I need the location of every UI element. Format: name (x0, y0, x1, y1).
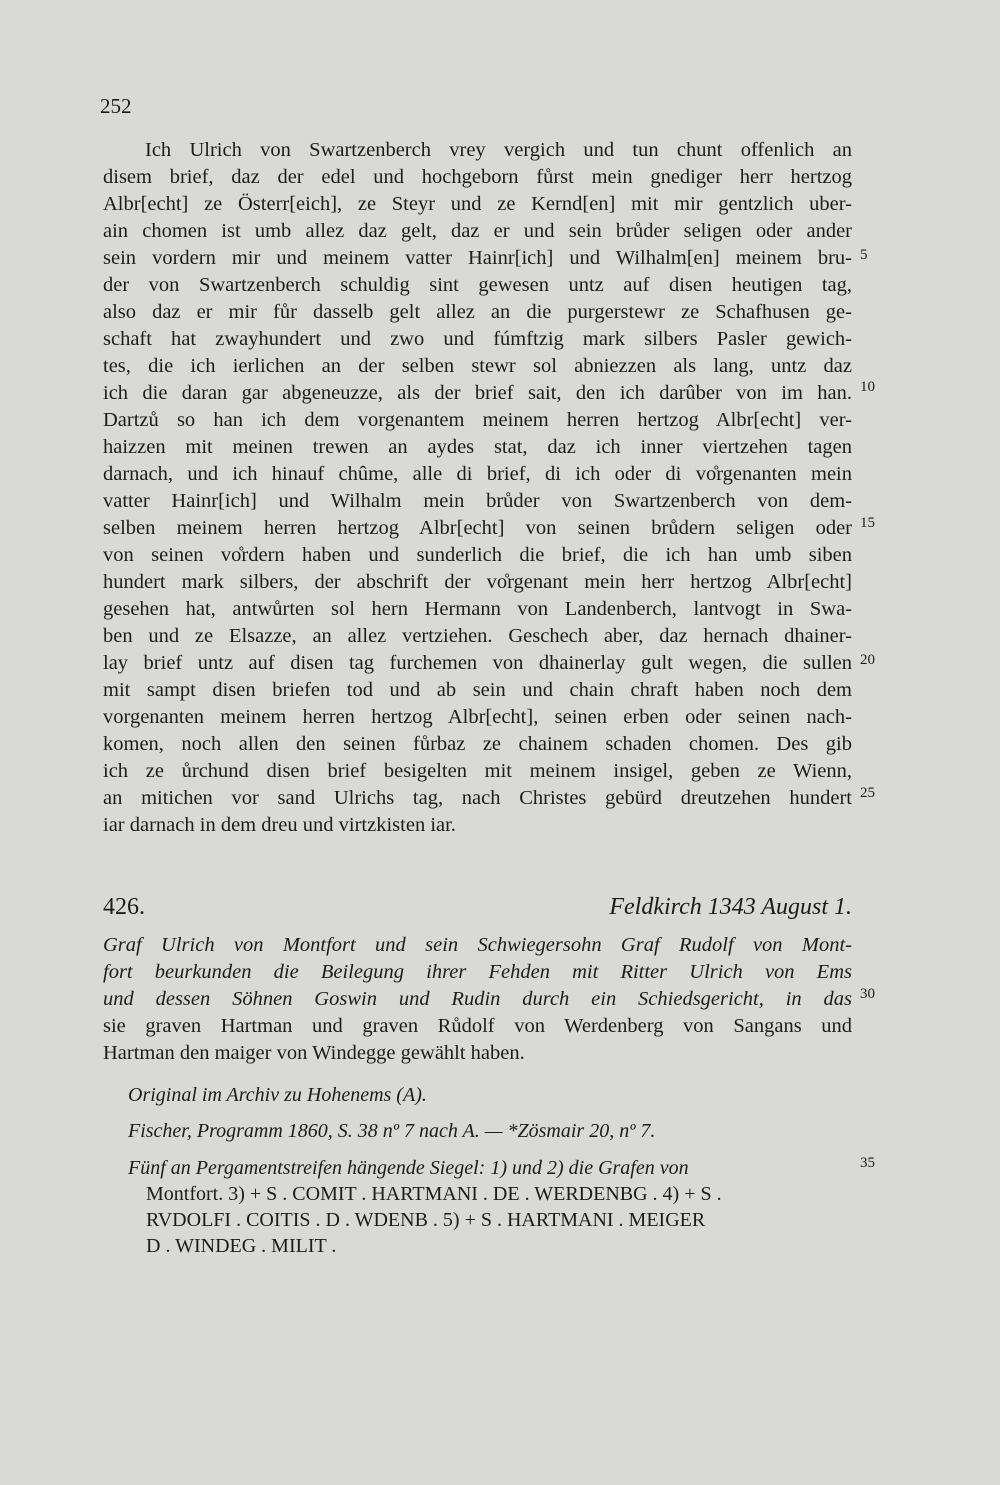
text-line: komen, noch allen den seinen fůrbaz ze chainem schaden chomen. Des gib (103, 733, 852, 755)
text-line: sein vordern mir und meinem vatter Hainr[ich] und Wilhalm[en] meinem bru- (103, 247, 852, 269)
text-line: mit sampt disen briefen tod und ab sein und chain chraft haben noch dem (103, 679, 852, 701)
text-line: ich die daran gar abgeneuzze, als der brief sait, den ich darûber von im han. (103, 382, 852, 404)
regest-line: sie graven Hartman und graven Růdolf von Werdenberg von Sangans und (103, 1015, 852, 1037)
text-line: vatter Hainr[ich] und Wilhalm mein brůder von Swartzenberch von dem- (103, 490, 852, 512)
text-line: Dartzů so han ich dem vorgenantem meinem herren hertzog Albr[echt] ver- (103, 409, 852, 431)
seal-line: RVDOLFI . COITIS . D . WDENB . 5) + S . HARTMANI . MEIGER (146, 1209, 706, 1231)
text-line: disem brief, daz der edel und hochgeborn fůrst mein gnediger herr hertzog (103, 166, 852, 188)
line-number-marker: 10 (860, 379, 875, 395)
text-line: an mitichen vor sand Ulrichs tag, nach Christes gebürd dreutzehen hundert (103, 787, 852, 809)
seal-line: Fünf an Pergamentstreifen hängende Siegel: 1) und 2) die Grafen von (128, 1157, 689, 1179)
original-note: Original im Archiv zu Hohenems (A). (128, 1084, 427, 1106)
line-number-marker: 5 (860, 247, 868, 263)
text-line: von seinen vo̊rdern haben und sunderlich die brief, die ich han umb siben (103, 544, 852, 566)
line-number-marker: 25 (860, 785, 875, 801)
page-number: 252 (100, 94, 132, 118)
text-line: Albr[echt] ze Österr[eich], ze Steyr und ze Kernd[en] mit mir gentzlich uber- (103, 193, 852, 215)
text-line: der von Swartzenberch schuldig sint gewesen untz auf disen heutigen tag, (103, 274, 852, 296)
text-line: darnach, und ich hinauf chûme, alle di brief, di ich oder di vo̊rgenanten mein (103, 463, 852, 485)
text-line: gesehen hat, antwůrten sol hern Hermann von Landenberch, lantvogt in Swa- (103, 598, 852, 620)
text-line: ben und ze Elsazze, an allez vertziehen. Geschech aber, daz hernach dhainer- (103, 625, 852, 647)
line-number-marker: 20 (860, 652, 875, 668)
text-line: selben meinem herren hertzog Albr[echt] von seinen brůdern seligen oder (103, 517, 852, 539)
text-line: iar darnach in dem dreu und virtzkisten iar. (103, 814, 456, 836)
text-line: vorgenanten meinem herren hertzog Albr[echt], seinen erben oder seinen nach- (103, 706, 852, 728)
line-number-marker: 15 (860, 515, 875, 531)
regest-line: Graf Ulrich von Montfort und sein Schwiegersohn Graf Rudolf von Mont- (103, 934, 852, 956)
text-line: ich ze ůrchund disen brief besigelten mit meinem insigel, geben ze Wienn, (103, 760, 852, 782)
text-line: tes, die ich ierlichen an der selben stewr sol abniezzen als lang, untz daz (103, 355, 852, 377)
text-line: Ich Ulrich von Swartzenberch vrey vergich und tun chunt offenlich an (145, 139, 852, 161)
document-place-date: Feldkirch 1343 August 1. (609, 894, 852, 920)
seal-line: Montfort. 3) + S . COMIT . HARTMANI . DE . WERDENBG . 4) + S . (146, 1183, 722, 1205)
literature-note: Fischer, Programm 1860, S. 38 nº 7 nach A. — *Zösmair 20, nº 7. (128, 1120, 656, 1142)
text-line: also daz er mir fůr dasselb gelt allez an die purgerstewr ze Schafhusen ge- (103, 301, 852, 323)
regest-line: fort beurkunden die Beilegung ihrer Fehden mit Ritter Ulrich von Ems (103, 961, 852, 983)
regest-line: und dessen Söhnen Goswin und Rudin durch ein Schiedsgericht, in das (103, 988, 852, 1010)
text-line: ain chomen ist umb allez daz gelt, daz er und sein brůder seligen oder ander (103, 220, 852, 242)
regest-line: Hartman den maiger von Windegge gewählt haben. (103, 1042, 525, 1064)
line-number-marker: 30 (860, 986, 875, 1002)
document-number: 426. (103, 894, 145, 920)
text-line: lay brief untz auf disen tag furchemen von dhainerlay gult wegen, die sullen (103, 652, 852, 674)
document-header (103, 894, 852, 924)
text-line: hundert mark silbers, der abschrift der vo̊rgenant mein herr hertzog Albr[echt] (103, 571, 852, 593)
line-number-marker: 35 (860, 1155, 875, 1171)
text-line: schaft hat zwayhundert und zwo und fúmftzig mark silbers Pasler gewich- (103, 328, 852, 350)
text-line: haizzen mit meinen trewen an aydes stat, daz ich inner viertzehen tagen (103, 436, 852, 458)
seal-line: D . WINDEG . MILIT . (146, 1235, 337, 1257)
